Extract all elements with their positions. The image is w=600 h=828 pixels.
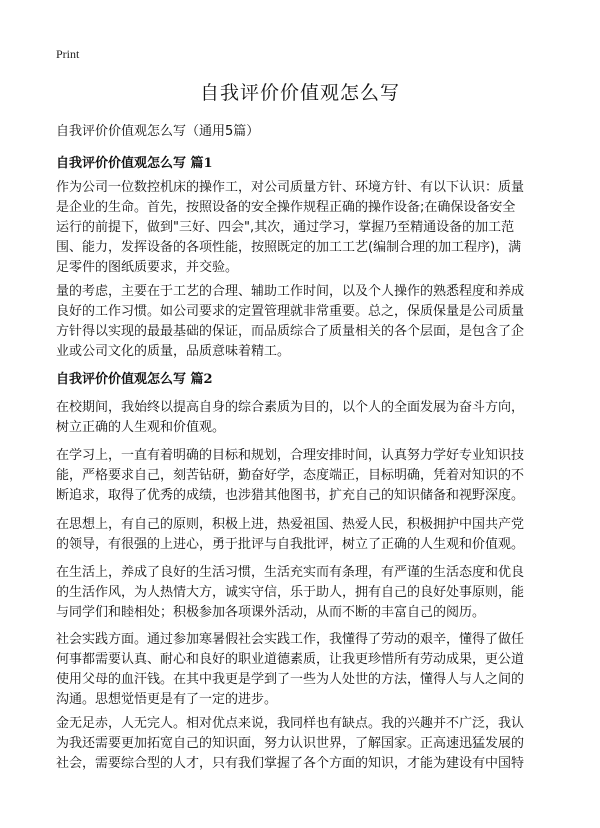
- paragraph: 量的考虑，主要在于工艺的合理、辅助工作时间，以及个人操作的熟悉程度和养成 良好的工作习惯。如公司要求的定置管理就非常重要。总之，保质保量是公司质量 方针得以实现的最最基础的保证，而品质综合了质量相关的各个层面，是包含了企 业或公司文化的质量，品质意味着精工。: [56, 284, 525, 359]
- paragraph: 在校期间，我始终以提高自身的综合素质为目的，以个人的全面发展为奋斗方向， 树立正确的人生观和价值观。: [56, 400, 525, 435]
- section-heading-1: 自我评价价值观怎么写 篇1: [56, 156, 213, 171]
- paragraph: 社会实践方面。通过参加寒暑假社会实践工作，我懂得了劳动的艰辛，懂得了做任 何事都需要认真、耐心和良好的职业道德素质，让我更珍惜所有劳动成果，更公道 使用父母的血汗钱。在其中我更是学到了一些为人处世的方法，懂得人与人之间的 沟通。思想觉悟更是有了一定的进步。: [56, 632, 525, 707]
- paragraph: 在学习上，一直有着明确的目标和规划，合理安排时间，认真努力学好专业知识技 能，严格要求自己，刻苦钻研，勤奋好学，态度端正，目标明确，凭着对知识的不 断追求，取得了优秀的成绩，也涉猎其他图书，扩充自己的知识储备和视野深度。: [56, 448, 525, 503]
- paragraph: 金无足赤，人无完人。相对优点来说，我同样也有缺点。我的兴趣并不广泛，我认 为我还需要更加拓宽自己的知识面，努力认识世界，了解国家。正高速迅猛发展的 社会，需要综合型的人才，只有我们掌握了各个方面的知识，才能为建设有中国特: [56, 716, 525, 771]
- paragraph: 在生活上，养成了良好的生活习惯，生活充实而有条理，有严谨的生活态度和优良 的生活作风，为人热情大方，诚实守信，乐于助人，拥有自己的良好处事原则，能 与同学们和睦相处；积极参加各项课外活动，从而不断的丰富自己的阅历。: [56, 565, 525, 620]
- page-title: 自我评价价值观怎么写: [199, 82, 400, 104]
- paragraph: 在思想上，有自己的原则，积极上进，热爱祖国、热爱人民，积极拥护中国共产党 的领导，有很强的上进心，勇于批评与自我批评，树立了正确的人生观和价值观。: [56, 517, 525, 552]
- print-link[interactable]: Print: [56, 47, 80, 61]
- paragraph: 作为公司一位数控机床的操作工，对公司质量方针、环境方针、有以下认识：质量 是企业的生命。首先，按照设备的安全操作规程正确的操作设备;在确保设备安全 运行的前提下，做到"三好、四会",其次，通过学习，掌握乃至精通设备的加工范 围、能力，发挥设备的各项性能，按照既定的加工工艺(编制合理的加工程序)，满 足零件的图纸质要求，并交验。: [56, 180, 525, 275]
- section-heading-2: 自我评价价值观怎么写 篇2: [56, 372, 213, 387]
- document-subtitle: 自我评价价值观怎么写（通用5篇）: [56, 124, 260, 139]
